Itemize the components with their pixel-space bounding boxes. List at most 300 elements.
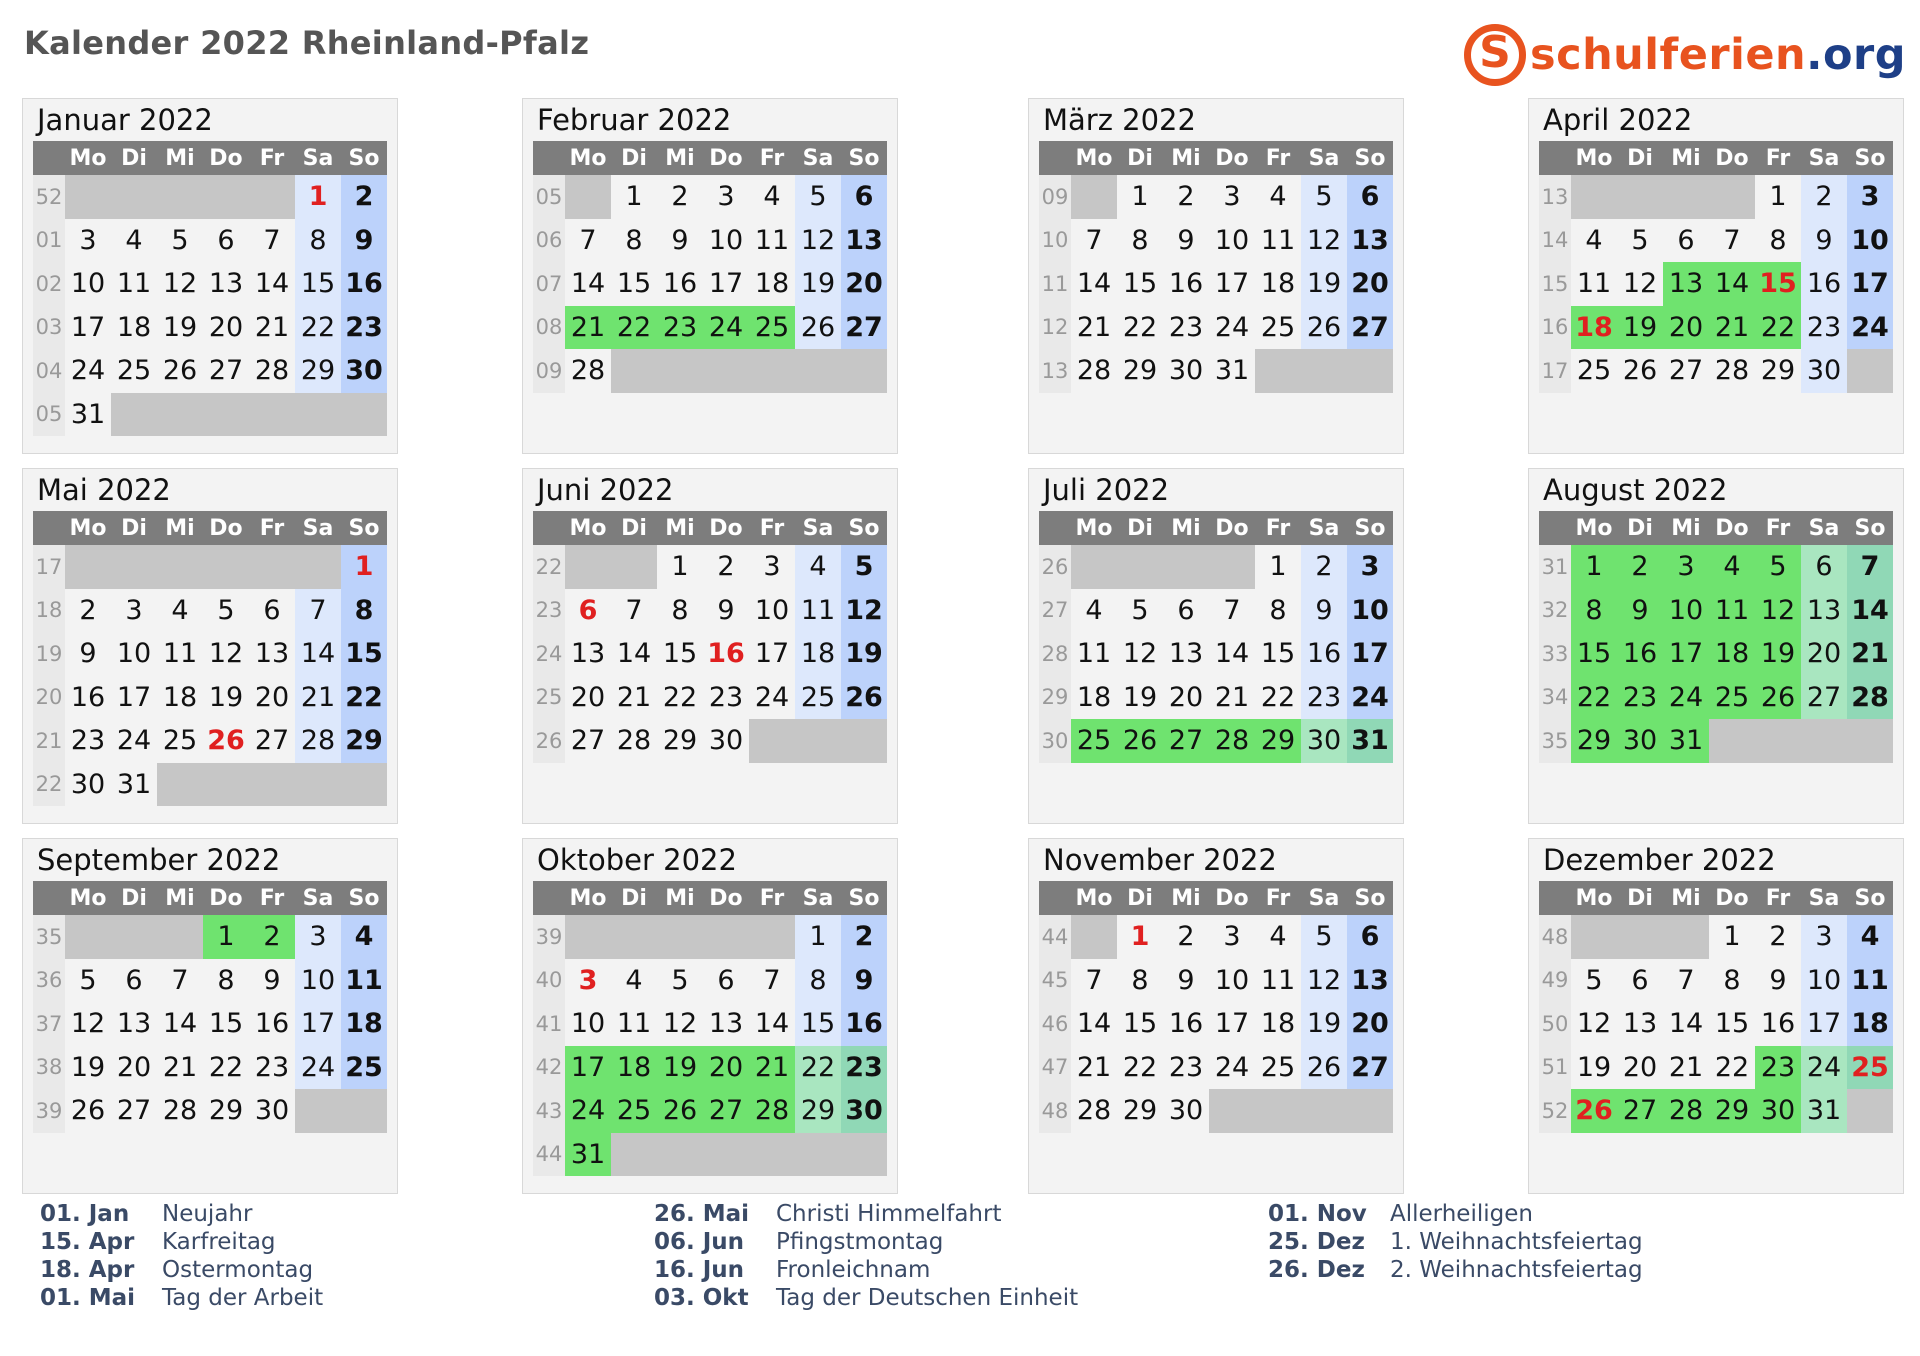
day-cell: 7: [295, 589, 341, 633]
weekday-header: Sa: [1301, 881, 1347, 915]
weekday-header: Di: [1117, 141, 1163, 175]
week-number: 05: [533, 175, 565, 219]
week-row: [1039, 306, 1393, 350]
week-number: 41: [533, 1002, 565, 1046]
day-cell: 28: [749, 1089, 795, 1133]
day-cell: 1: [1723, 921, 1741, 953]
month-title: Februar 2022: [537, 103, 732, 137]
week-header: [33, 511, 65, 545]
day-cell: 18: [1709, 632, 1755, 676]
week-number: 07: [533, 262, 565, 306]
day-cell: 9: [717, 594, 735, 626]
empty-day-cell: [703, 349, 749, 393]
day-cell: 21: [1709, 306, 1755, 350]
day-cell: 16: [1168, 1008, 1204, 1040]
day-cell: 16: [841, 1002, 887, 1046]
holiday-date: 26. Mai: [654, 1201, 750, 1227]
day-cell: 15: [1714, 1008, 1750, 1040]
weekday-header: Fr: [1755, 141, 1801, 175]
day-cell: 21: [1076, 311, 1112, 343]
weekday-header: Di: [111, 141, 157, 175]
holiday-entry: [654, 1256, 1078, 1284]
day-cell: 4: [1085, 594, 1103, 626]
day-cell: 21: [295, 676, 341, 720]
day-cell: 19: [795, 262, 841, 306]
day-cell: 19: [1301, 1002, 1347, 1046]
week-header: [1039, 141, 1071, 175]
weekday-header: Mo: [65, 881, 111, 915]
day-cell: 19: [70, 1051, 106, 1083]
day-cell: 19: [1617, 306, 1663, 350]
day-cell: 28: [1076, 1095, 1112, 1127]
day-cell: 15: [795, 1002, 841, 1046]
week-row: [33, 1046, 387, 1090]
day-cell: 2: [1301, 545, 1347, 589]
empty-day-cell: [1617, 915, 1663, 959]
weekday-header: So: [1347, 141, 1393, 175]
weekday-header: So: [341, 881, 387, 915]
week-number: 35: [33, 915, 65, 959]
day-cell: 15: [1260, 638, 1296, 670]
day-cell: 16: [1301, 632, 1347, 676]
day-cell: 1: [625, 181, 643, 213]
day-cell: 18: [1076, 681, 1112, 713]
month-title: August 2022: [1543, 473, 1728, 507]
week-header: [1039, 511, 1071, 545]
holiday-date: 01. Jan: [40, 1201, 130, 1227]
week-row: [33, 915, 387, 959]
week-row: [533, 1002, 887, 1046]
day-cell: 16: [662, 268, 698, 300]
week-row: [33, 306, 387, 350]
week-row: [1039, 349, 1393, 393]
day-cell: 17: [116, 681, 152, 713]
day-cell: 21: [1214, 681, 1250, 713]
week-row: [1039, 632, 1393, 676]
day-cell: 20: [1347, 1002, 1393, 1046]
day-cell: 5: [841, 545, 887, 589]
day-cell: 17: [565, 1046, 611, 1090]
day-cell: 9: [1177, 964, 1195, 996]
weekday-header: Fr: [749, 141, 795, 175]
week-row: [533, 349, 887, 393]
weekday-header: Do: [203, 511, 249, 545]
empty-day-cell: [111, 175, 157, 219]
empty-day-cell: [157, 393, 203, 437]
weekday-header: Mi: [1163, 881, 1209, 915]
day-cell: 28: [295, 719, 341, 763]
day-cell: 3: [717, 181, 735, 213]
day-cell: 4: [763, 181, 781, 213]
day-cell: 7: [1723, 224, 1741, 256]
weekday-header: Do: [703, 511, 749, 545]
day-cell: 10: [116, 638, 152, 670]
day-cell: 30: [70, 768, 106, 800]
day-cell: 24: [70, 355, 106, 387]
day-cell: 18: [1260, 1008, 1296, 1040]
week-row: [33, 632, 387, 676]
week-number: 27: [1039, 589, 1071, 633]
week-number: 10: [1039, 219, 1071, 263]
empty-day-cell: [203, 393, 249, 437]
day-cell: 8: [217, 964, 235, 996]
day-cell: 25: [1709, 676, 1755, 720]
day-cell: 8: [295, 219, 341, 263]
empty-day-cell: [1163, 545, 1209, 589]
weekday-header: Mo: [1071, 511, 1117, 545]
week-number: 24: [533, 632, 565, 676]
day-cell: 9: [79, 638, 97, 670]
month-title: September 2022: [37, 843, 281, 877]
day-cell: 10: [570, 1008, 606, 1040]
day-cell: 2: [79, 594, 97, 626]
day-cell: 14: [570, 268, 606, 300]
week-number: 22: [33, 763, 65, 807]
day-cell: 10: [1214, 964, 1250, 996]
empty-day-cell: [1755, 719, 1801, 763]
day-cell: 22: [1755, 306, 1801, 350]
day-cell: 23: [70, 725, 106, 757]
day-cell: 16: [1168, 268, 1204, 300]
day-cell: 6: [1677, 224, 1695, 256]
day-cell: 5: [217, 594, 235, 626]
week-number: 04: [33, 349, 65, 393]
day-cell: 5: [1755, 545, 1801, 589]
day-cell: 31: [565, 1133, 611, 1177]
week-row: [33, 175, 387, 219]
weekday-header: So: [841, 881, 887, 915]
logo-text-main: schulferien: [1529, 30, 1807, 80]
week-row: [33, 393, 387, 437]
day-cell: 11: [1260, 964, 1296, 996]
week-row: [533, 262, 887, 306]
week-number: 01: [33, 219, 65, 263]
day-cell: 17: [295, 1002, 341, 1046]
day-cell: 7: [1085, 224, 1103, 256]
day-cell: 6: [1347, 915, 1393, 959]
day-cell: 12: [162, 268, 198, 300]
weekday-header: Di: [111, 881, 157, 915]
day-cell: 9: [1769, 964, 1787, 996]
week-number: 31: [1539, 545, 1571, 589]
day-cell: 2: [1769, 921, 1787, 953]
empty-day-cell: [795, 349, 841, 393]
week-row: [1039, 1002, 1393, 1046]
day-cell: 31: [70, 398, 106, 430]
empty-day-cell: [749, 719, 795, 763]
day-cell: 28: [1847, 676, 1893, 720]
day-cell: 31: [1801, 1089, 1847, 1133]
week-row: [1539, 632, 1893, 676]
week-row: [1039, 1089, 1393, 1133]
day-cell: 17: [1214, 268, 1250, 300]
empty-day-cell: [1209, 1089, 1255, 1133]
day-cell: 29: [1255, 719, 1301, 763]
day-cell: 29: [1122, 355, 1158, 387]
day-cell: 22: [1122, 311, 1158, 343]
day-cell: 4: [171, 594, 189, 626]
empty-day-cell: [749, 915, 795, 959]
day-cell: 25: [162, 725, 198, 757]
week-row: [1539, 676, 1893, 720]
day-cell: 5: [1301, 915, 1347, 959]
week-row: [33, 262, 387, 306]
empty-day-cell: [1663, 175, 1709, 219]
day-cell: 4: [1269, 921, 1287, 953]
week-number: 51: [1539, 1046, 1571, 1090]
empty-day-cell: [703, 915, 749, 959]
day-cell: 15: [341, 632, 387, 676]
day-cell: 23: [1755, 1046, 1801, 1090]
day-cell: 12: [1622, 268, 1658, 300]
week-header: [533, 141, 565, 175]
empty-day-cell: [295, 763, 341, 807]
month-title: Dezember 2022: [1543, 843, 1776, 877]
day-cell: 13: [116, 1008, 152, 1040]
day-cell: 14: [254, 268, 290, 300]
day-cell: 18: [1847, 1002, 1893, 1046]
empty-day-cell: [295, 1089, 341, 1133]
day-cell: 10: [70, 268, 106, 300]
day-cell: 18: [341, 1002, 387, 1046]
day-cell: 30: [708, 725, 744, 757]
day-cell: 2: [841, 915, 887, 959]
day-cell: 4: [125, 224, 143, 256]
day-cell: 6: [1347, 175, 1393, 219]
weekday-header: So: [1347, 511, 1393, 545]
empty-day-cell: [249, 175, 295, 219]
day-cell: 24: [703, 306, 749, 350]
day-cell: 29: [1760, 355, 1796, 387]
schulferien-logo[interactable]: [1464, 18, 1906, 92]
week-row: [533, 1133, 887, 1177]
empty-day-cell: [1709, 175, 1755, 219]
weekday-header: Sa: [1801, 511, 1847, 545]
day-cell: 26: [1622, 355, 1658, 387]
day-cell: 10: [754, 594, 790, 626]
weekday-header: Do: [1709, 141, 1755, 175]
week-number: 14: [1539, 219, 1571, 263]
week-row: [533, 219, 887, 263]
week-number: 16: [1539, 306, 1571, 350]
empty-day-cell: [341, 393, 387, 437]
day-cell: 3: [1223, 181, 1241, 213]
week-row: [1539, 959, 1893, 1003]
day-cell: 1: [295, 175, 341, 219]
day-cell: 31: [1214, 355, 1250, 387]
empty-day-cell: [841, 1133, 887, 1177]
day-cell: 19: [1301, 262, 1347, 306]
day-cell: 1: [795, 915, 841, 959]
empty-day-cell: [157, 545, 203, 589]
week-number: 09: [533, 349, 565, 393]
weekday-header: Sa: [295, 141, 341, 175]
day-cell: 13: [1801, 589, 1847, 633]
day-cell: 18: [116, 311, 152, 343]
day-cell: 23: [841, 1046, 887, 1090]
day-cell: 30: [1168, 1095, 1204, 1127]
holiday-entry: [40, 1200, 323, 1228]
week-row: [533, 915, 887, 959]
day-cell: 25: [1260, 311, 1296, 343]
week-number: 37: [33, 1002, 65, 1046]
month-10: [522, 838, 898, 1194]
empty-day-cell: [1071, 545, 1117, 589]
weekday-header: Do: [703, 141, 749, 175]
day-cell: 11: [1260, 224, 1296, 256]
day-cell: 12: [841, 589, 887, 633]
holiday-entry: [40, 1228, 323, 1256]
day-cell: 7: [763, 964, 781, 996]
month-title: November 2022: [1043, 843, 1277, 877]
empty-day-cell: [703, 1133, 749, 1177]
empty-day-cell: [657, 915, 703, 959]
holiday-name: Tag der Arbeit: [162, 1285, 324, 1311]
day-cell: 22: [208, 1051, 244, 1083]
day-cell: 3: [79, 224, 97, 256]
week-row: [533, 175, 887, 219]
holiday-date: 18. Apr: [40, 1257, 135, 1283]
month-11: [1028, 838, 1404, 1194]
week-row: [533, 545, 887, 589]
day-cell: 23: [1617, 676, 1663, 720]
empty-day-cell: [203, 763, 249, 807]
weekday-header: Fr: [249, 881, 295, 915]
day-cell: 7: [263, 224, 281, 256]
week-number: 45: [1039, 959, 1071, 1003]
day-cell: 17: [70, 311, 106, 343]
day-cell: 10: [1801, 959, 1847, 1003]
day-cell: 21: [616, 681, 652, 713]
day-cell: 24: [754, 681, 790, 713]
day-cell: 28: [1663, 1089, 1709, 1133]
day-cell: 21: [1847, 632, 1893, 676]
week-number: 25: [533, 676, 565, 720]
day-cell: 20: [1168, 681, 1204, 713]
week-row: [1539, 219, 1893, 263]
weekday-header: Mo: [1071, 881, 1117, 915]
empty-day-cell: [1301, 349, 1347, 393]
weekday-header: Mi: [1663, 881, 1709, 915]
day-cell: 1: [341, 545, 387, 589]
day-cell: 11: [795, 589, 841, 633]
day-cell: 6: [125, 964, 143, 996]
empty-day-cell: [1255, 1089, 1301, 1133]
week-header: [1539, 881, 1571, 915]
week-header: [1039, 881, 1071, 915]
day-cell: 22: [1122, 1051, 1158, 1083]
empty-day-cell: [565, 915, 611, 959]
day-cell: 20: [841, 262, 887, 306]
day-cell: 3: [1801, 915, 1847, 959]
empty-day-cell: [157, 175, 203, 219]
day-cell: 9: [263, 964, 281, 996]
weekday-header: Mo: [565, 881, 611, 915]
week-number: 17: [33, 545, 65, 589]
holiday-entry: [654, 1200, 1078, 1228]
day-cell: 2: [1177, 181, 1195, 213]
weekday-header: Di: [1117, 511, 1163, 545]
day-cell: 9: [841, 959, 887, 1003]
empty-day-cell: [295, 393, 341, 437]
day-cell: 13: [1622, 1008, 1658, 1040]
day-cell: 22: [1714, 1051, 1750, 1083]
week-row: [1039, 1046, 1393, 1090]
day-cell: 6: [263, 594, 281, 626]
holiday-name: Ostermontag: [162, 1257, 314, 1283]
week-number: 44: [533, 1133, 565, 1177]
day-cell: 9: [671, 224, 689, 256]
day-cell: 31: [116, 768, 152, 800]
logo-text-tld: .org: [1806, 30, 1906, 80]
week-number: 11: [1039, 262, 1071, 306]
empty-day-cell: [249, 763, 295, 807]
holiday-date: 03. Okt: [654, 1285, 749, 1311]
day-cell: 27: [1347, 306, 1393, 350]
empty-day-cell: [65, 175, 111, 219]
day-cell: 8: [1131, 224, 1149, 256]
empty-day-cell: [1847, 1089, 1893, 1133]
day-cell: 16: [1760, 1008, 1796, 1040]
week-row: [1039, 262, 1393, 306]
empty-day-cell: [1347, 349, 1393, 393]
day-cell: 22: [795, 1046, 841, 1090]
day-cell: 22: [1260, 681, 1296, 713]
day-cell: 4: [625, 964, 643, 996]
weekday-header: Do: [1209, 141, 1255, 175]
day-cell: 21: [1076, 1051, 1112, 1083]
weekday-header: Di: [1117, 881, 1163, 915]
holiday-name: Karfreitag: [162, 1229, 276, 1255]
month-title: April 2022: [1543, 103, 1693, 137]
week-row: [33, 763, 387, 807]
week-number: 28: [1039, 632, 1071, 676]
day-cell: 2: [671, 181, 689, 213]
weekday-header: So: [841, 141, 887, 175]
weekday-header: Mi: [1163, 511, 1209, 545]
day-cell: 10: [1214, 224, 1250, 256]
week-number: 26: [1039, 545, 1071, 589]
empty-day-cell: [611, 915, 657, 959]
day-cell: 31: [1347, 719, 1393, 763]
day-cell: 17: [1801, 1002, 1847, 1046]
day-cell: 13: [841, 219, 887, 263]
week-row: [33, 219, 387, 263]
day-cell: 20: [1622, 1051, 1658, 1083]
weekday-header: Di: [111, 511, 157, 545]
weekday-header: Sa: [295, 881, 341, 915]
day-cell: 3: [1663, 545, 1709, 589]
empty-day-cell: [1209, 545, 1255, 589]
day-cell: 12: [1301, 959, 1347, 1003]
day-cell: 25: [1071, 719, 1117, 763]
day-cell: 27: [1617, 1089, 1663, 1133]
day-cell: 21: [749, 1046, 795, 1090]
weekday-header: Do: [1709, 511, 1755, 545]
day-cell: 14: [1709, 262, 1755, 306]
day-cell: 3: [295, 915, 341, 959]
weekday-header: Di: [611, 141, 657, 175]
day-cell: 18: [1260, 268, 1296, 300]
week-header: [533, 511, 565, 545]
week-number: 40: [533, 959, 565, 1003]
week-row: [1539, 1046, 1893, 1090]
day-cell: 25: [1576, 355, 1612, 387]
day-cell: 1: [203, 915, 249, 959]
day-cell: 10: [1347, 589, 1393, 633]
month-9: [22, 838, 398, 1194]
day-cell: 22: [1571, 676, 1617, 720]
